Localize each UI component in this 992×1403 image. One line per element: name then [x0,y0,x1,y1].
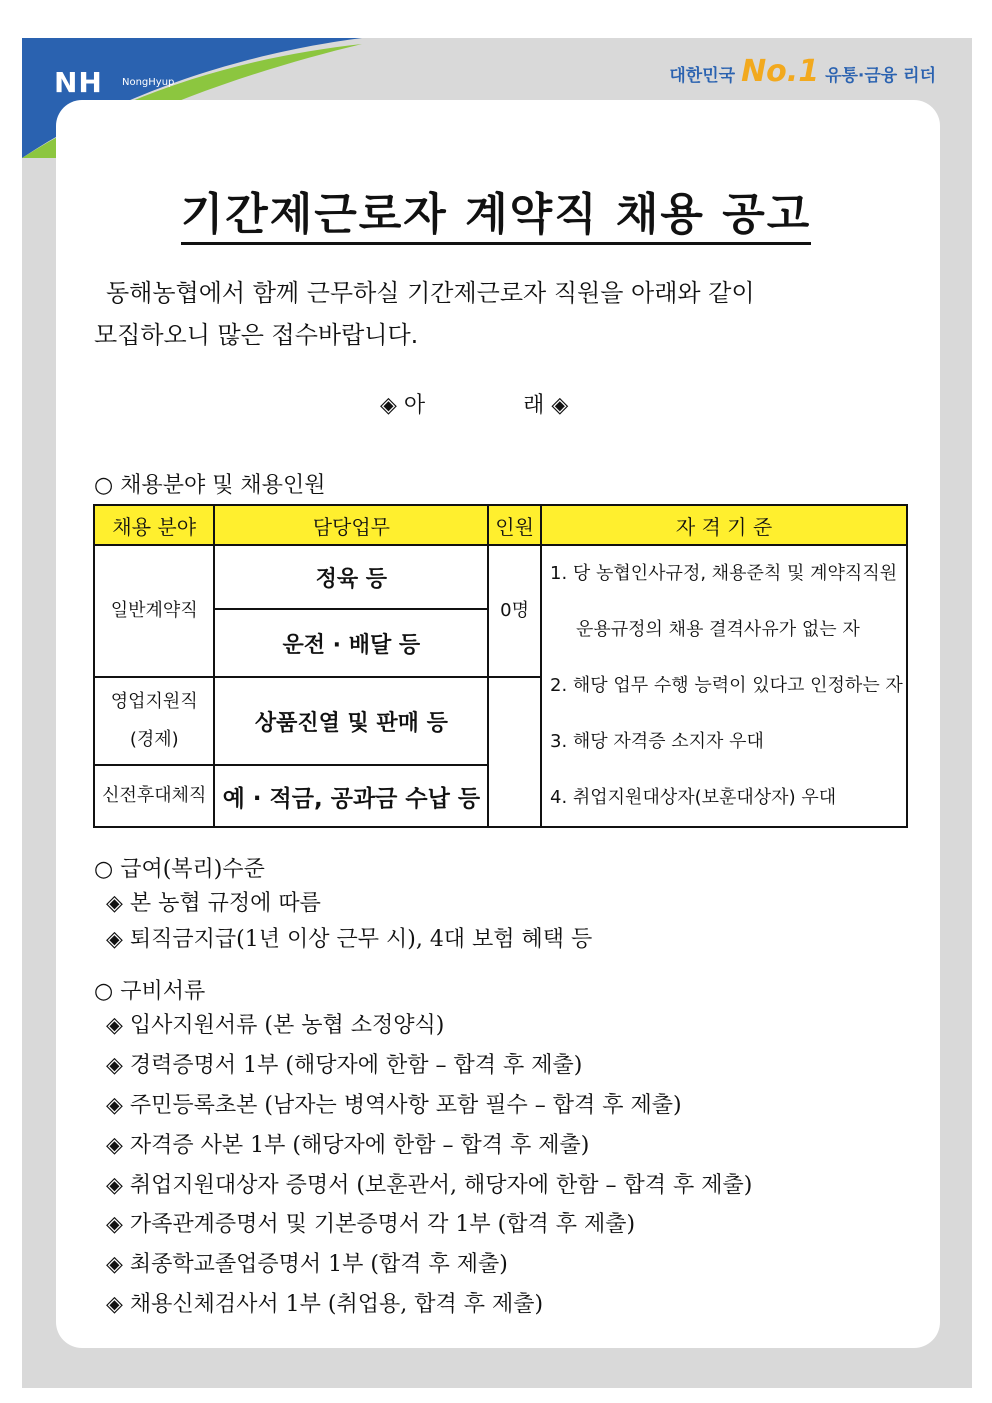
qualification-item: 3. 해당 자격증 소지자 우대 [550,731,764,752]
intro-line-1: 동해농협에서 함께 근무하실 기간제근로자 직원을 아래와 같이 [106,279,755,307]
category-sales-support-line2: (경제) [129,729,179,750]
slogan [669,54,936,89]
positions-heading: ○ 채용분야 및 채용인원 [94,473,326,498]
documents-heading: ○ 구비서류 [94,979,206,1004]
document-item: ◈ 경력증명서 1부 (해당자에 한함 – 합격 후 제출) [106,1053,583,1078]
page-title-text: 기간제근로자 계약직 채용 공고 [181,189,812,245]
table-header-row [94,505,907,545]
qualification-item: 4. 취업지원대상자(보훈대상자) 우대 [550,787,837,808]
document-item: ◈ 가족관계증명서 및 기본증명서 각 1부 (합격 후 제출) [106,1212,636,1237]
document-item: ◈ 자격증 사본 1부 (해당자에 한함 – 합격 후 제출) [106,1133,590,1158]
document-item: ◈ 채용신체검사서 1부 (취업용, 합격 후 제출) [106,1292,544,1317]
qualification-item: 1. 당 농협인사규정, 채용준칙 및 계약직직원 [550,563,898,584]
headcount-empty-cell [488,677,541,827]
category-sales-support [94,677,214,765]
duty-teller: 예 · 적금, 공과금 수납 등 [214,765,488,827]
intro-paragraph [94,272,894,356]
duty-meat: 정육 등 [214,545,488,609]
intro-line-2: 모집하오니 많은 접수바랍니다. [94,321,419,349]
document-item: ◈ 입사지원서류 (본 농협 소정양식) [106,1013,445,1038]
document-item: ◈ 취업지원대상자 증명서 (보훈관서, 해당자에 한함 – 합격 후 제출) [106,1173,753,1198]
qualification-item: 운용규정의 채용 결격사유가 없는 자 [576,619,860,640]
category-replacement: 신전후대체직 [94,765,214,827]
qualifications-cell [541,545,907,827]
category-general: 일반계약직 [94,545,214,677]
notice-label-text: ◈ 아 래 ◈ [380,393,569,418]
table-header-qualifications: 자 격 기 준 [541,505,907,545]
positions-table [93,504,908,828]
duty-delivery: 운전 · 배달 등 [214,609,488,677]
table-header-duty: 담당업무 [214,505,488,545]
nh-logo-subtitle: NongHyup [122,77,175,88]
duty-display-sales: 상품진열 및 판매 등 [214,677,488,765]
slogan-suffix: 유통·금융 리더 [825,66,936,86]
salary-item: ◈ 퇴직금지급(1년 이상 근무 시), 4대 보험 혜택 등 [106,927,593,952]
category-sales-support-line1: 영업지원직 [110,691,198,712]
qualification-item: 2. 해당 업무 수행 능력이 있다고 인정하는 자 [550,675,903,696]
salary-heading: ○ 급여(복리)수준 [94,857,265,882]
notice-label [380,388,568,419]
table-header-category: 채용 분야 [94,505,214,545]
table-header-headcount: 인원 [488,505,541,545]
salary-item: ◈ 본 농협 규정에 따름 [106,891,321,916]
slogan-prefix: 대한민국 [669,66,736,86]
slogan-no1: No.1 [741,54,820,89]
document-item: ◈ 주민등록초본 (남자는 병역사항 포함 필수 – 합격 후 제출) [106,1093,682,1118]
document-item: ◈ 최종학교졸업증명서 1부 (합격 후 제출) [106,1252,508,1277]
table-row [94,545,907,609]
page-title [0,178,992,242]
nh-logo: NH [54,66,103,99]
headcount-cell: 0명 [488,545,541,677]
